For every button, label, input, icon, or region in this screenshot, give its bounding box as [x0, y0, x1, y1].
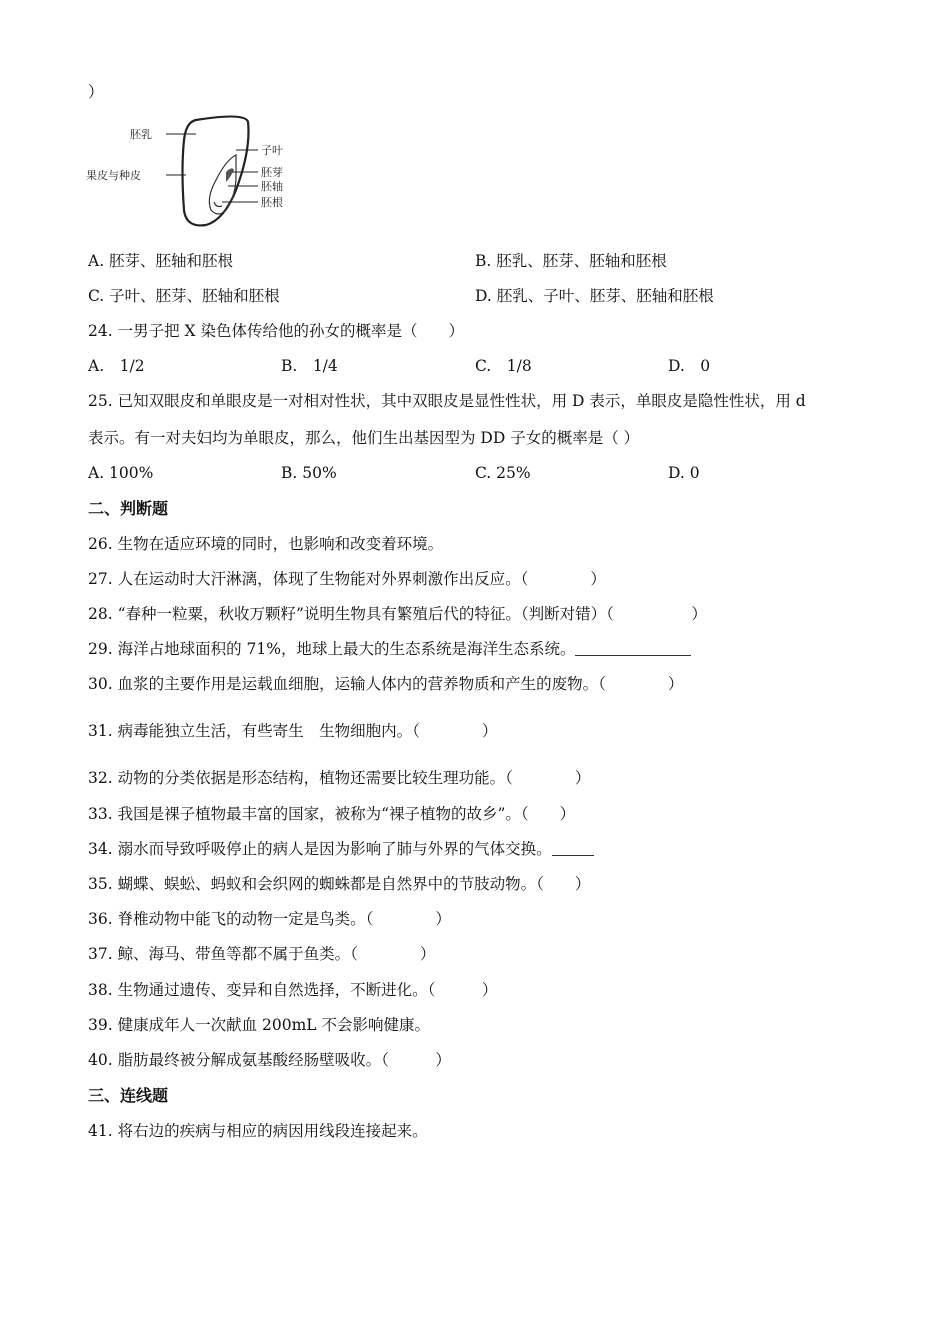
q25-option-d: D. 0	[668, 464, 700, 482]
q37-text: 37. 鲸、海马、带鱼等都不属于鱼类。（ ）	[88, 945, 436, 963]
q24-option-d: D. 0	[668, 357, 711, 375]
label-hypocotyl: 胚轴	[261, 180, 283, 193]
section-matching-title: 三、连线题	[88, 1086, 169, 1105]
grain-outline	[183, 116, 249, 225]
q23-option-d: D. 胚乳、子叶、胚芽、胚轴和胚根	[475, 287, 714, 305]
label-plumule: 胚芽	[261, 166, 283, 179]
q40-text: 40. 脂肪最终被分解成氨基酸经肠壁吸收。（ ）	[88, 1051, 451, 1069]
q25-line2: 表示。有一对夫妇均为单眼皮，那么，他们生出基因型为 DD 子女的概率是（ ）	[88, 429, 640, 447]
q24-option-a: A. 1/2	[88, 357, 145, 375]
q25-option-c: C. 25%	[475, 464, 531, 482]
q23-option-b: B. 胚乳、胚芽、胚轴和胚根	[475, 252, 667, 270]
q34-line	[88, 839, 594, 859]
q29-line	[88, 639, 691, 659]
q29-text: 29. 海洋占地球面积的 71%，地球上最大的生态系统是海洋生态系统。	[88, 640, 576, 658]
q34-text: 34. 溺水而导致呼吸停止的病人是因为影响了肺与外界的气体交换。	[88, 840, 552, 858]
q35-text: 35. 蝴蝶、蜈蚣、蚂蚁和会织网的蜘蛛都是自然界中的节肢动物。（ ）	[88, 875, 591, 893]
q23-option-c: C. 子叶、胚芽、胚轴和胚根	[88, 287, 280, 305]
q39-text: 39. 健康成年人一次献血 200mL 不会影响健康。	[88, 1016, 431, 1034]
q23-tail: ）	[88, 83, 104, 101]
q29-answer-blank[interactable]	[575, 641, 691, 656]
q33-text: 33. 我国是裸子植物最丰富的国家，被称为“裸子植物的故乡”。（ ）	[88, 805, 576, 823]
seed-structure-figure	[86, 110, 306, 235]
q26-text: 26. 生物在适应环境的同时，也影响和改变着环境。	[88, 535, 444, 553]
q38-text: 38. 生物通过遗传、变异和自然选择，不断进化。（ ）	[88, 981, 498, 999]
label-endosperm: 胚乳	[130, 128, 152, 141]
plumule-shape	[226, 168, 234, 182]
q28-text: 28. “春种一粒粟，秋收万颗籽”说明生物具有繁殖后代的特征。（判断对错）（ ）	[88, 605, 707, 623]
q25-line1: 25. 已知双眼皮和单眼皮是一对相对性状，其中双眼皮是显性性状，用 D 表示，单眼皮是隐性性状，用 d	[88, 392, 806, 410]
q24-option-b: B. 1/4	[281, 357, 338, 375]
q36-text: 36. 脊椎动物中能飞的动物一定是鸟类。（ ）	[88, 910, 451, 928]
embryo-shape	[209, 155, 236, 214]
radicle-shape	[214, 202, 222, 207]
label-radicle: 胚根	[261, 196, 283, 209]
q32-text: 32. 动物的分类依据是形态结构，植物还需要比较生理功能。（ ）	[88, 769, 591, 787]
q30-text: 30. 血浆的主要作用是运载血细胞，运输人体内的营养物质和产生的废物。（ ）	[88, 675, 684, 693]
label-pericarp: 果皮与种皮	[86, 169, 141, 182]
label-cotyledon: 子叶	[261, 144, 283, 157]
q24-text: 24. 一男子把 X 染色体传给他的孙女的概率是（ ）	[88, 322, 464, 340]
q31-text: 31. 病毒能独立生活，有些寄生 生物细胞内。（ ）	[88, 722, 498, 740]
q25-option-a: A. 100%	[88, 464, 154, 482]
section-judge-title: 二、判断题	[88, 499, 169, 518]
q27-text: 27. 人在运动时大汗淋漓，体现了生物能对外界刺激作出反应。（ ）	[88, 570, 606, 588]
q24-option-c: C. 1/8	[475, 357, 532, 375]
q34-answer-blank[interactable]	[552, 841, 594, 856]
q25-option-b: B. 50%	[281, 464, 337, 482]
q23-option-a: A. 胚芽、胚轴和胚根	[88, 252, 234, 270]
q41-text: 41. 将右边的疾病与相应的病因用线段连接起来。	[88, 1122, 428, 1140]
